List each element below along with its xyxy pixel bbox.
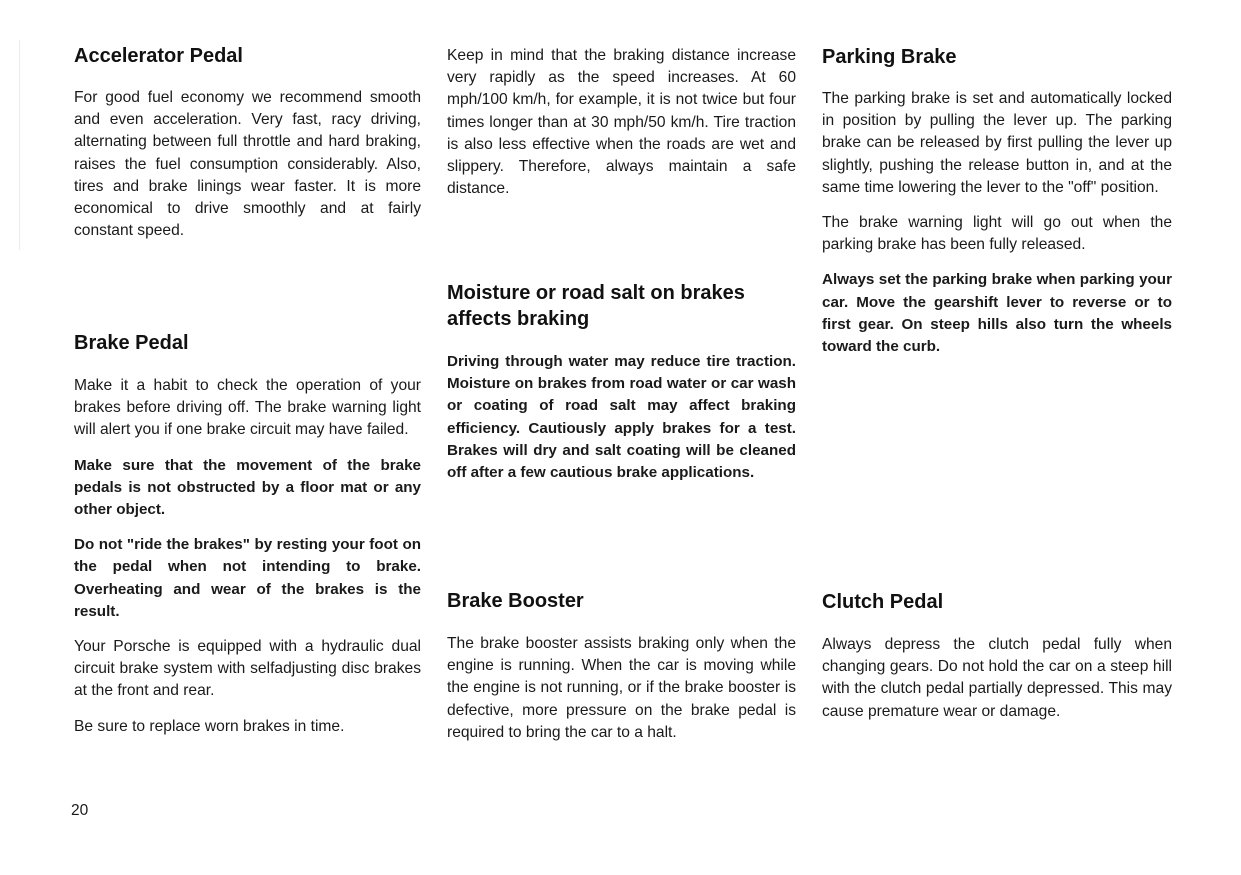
parking-brake-paragraph-1: The parking brake is set and automatically locked in position by pulling the lever up. The parking brake can be released by first pulling the lever up slightly, pushing the release button in, and at the same time lowering the lever to the "off" position. [822, 90, 1172, 196]
heading-clutch-pedal: Clutch Pedal [822, 591, 944, 613]
heading-brake-pedal: Brake Pedal [74, 332, 189, 354]
section-braking-distance [447, 45, 796, 200]
accelerator-paragraph: For good fuel economy we recommend smooth and even acceleration. Very fast, racy driving, alternating between full throttle and hard braking, raises the fuel consumption considerably. Also, tires and brake linings wear faster. It is more economical to drive smoothly and at fairly constant speed. [74, 89, 421, 240]
page-edge-shadow [19, 40, 20, 250]
brake-pedal-paragraph-1: Make it a habit to check the operation of your brakes before driving off. The brake warning light will alert you if one brake circuit may have failed. [74, 377, 421, 439]
brake-booster-paragraph: The brake booster assists braking only when the engine is running. When the car is moving while the engine is not running, or if the brake booster is defective, more pressure on the brake pedal is required to bring the car to a halt. [447, 635, 796, 741]
heading-brake-booster: Brake Booster [447, 590, 584, 612]
section-brake-pedal [74, 330, 421, 738]
parking-brake-warning: Always set the parking brake when parking your car. Move the gearshift lever to reverse or to first gear. On steep hills also turn the wheels toward the curb. [822, 271, 1172, 356]
section-parking-brake [822, 44, 1172, 358]
brake-pedal-paragraph-replace: Be sure to replace worn brakes in time. [74, 717, 345, 735]
brake-pedal-warning-floor-mat: Make sure that the movement of the brake pedals is not obstructed by a floor mat or any other object. [74, 456, 421, 519]
moisture-paragraph: Driving through water may reduce tire traction. Moisture on brakes from road water or car wash or coating of road salt may affect braking efficiency. Cautiously apply brakes for a test. Brakes will dry and salt coating will be cleaned off after a few cautious brake applications. [447, 353, 796, 482]
heading-accelerator-pedal: Accelerator Pedal [74, 45, 243, 67]
parking-brake-paragraph-2: The brake warning light will go out when the parking brake has been fully released. [822, 214, 1172, 254]
brake-pedal-paragraph-system: Your Porsche is equipped with a hydraulic dual circuit brake system with selfadjusting disc brakes at the front and rear. [74, 638, 421, 700]
braking-distance-paragraph: Keep in mind that the braking distance increase very rapidly as the speed increases. At 60 mph/100 km/h, for example, it is not twice but four times longer than at 30 mph/50 km/h. Tire traction is also less effective when the roads are wet and slippery. Therefore, always maintain a safe distance. [447, 47, 796, 198]
heading-moisture: Moisture or road salt on brakes affects braking [447, 282, 745, 330]
heading-parking-brake: Parking Brake [822, 46, 957, 68]
brake-pedal-warning-ride-brakes: Do not "ride the brakes" by resting your foot on the pedal when not intending to brake. Overheating and wear of the brakes is the result. [74, 536, 421, 620]
section-brake-booster [447, 588, 796, 744]
section-moisture [447, 280, 796, 484]
page-number: 20 [71, 802, 89, 819]
section-clutch-pedal [822, 589, 1172, 723]
section-accelerator-pedal [74, 43, 421, 242]
clutch-pedal-paragraph: Always depress the clutch pedal fully when changing gears. Do not hold the car on a steep hill with the clutch pedal partially depressed. This may cause premature wear or damage. [822, 636, 1172, 720]
